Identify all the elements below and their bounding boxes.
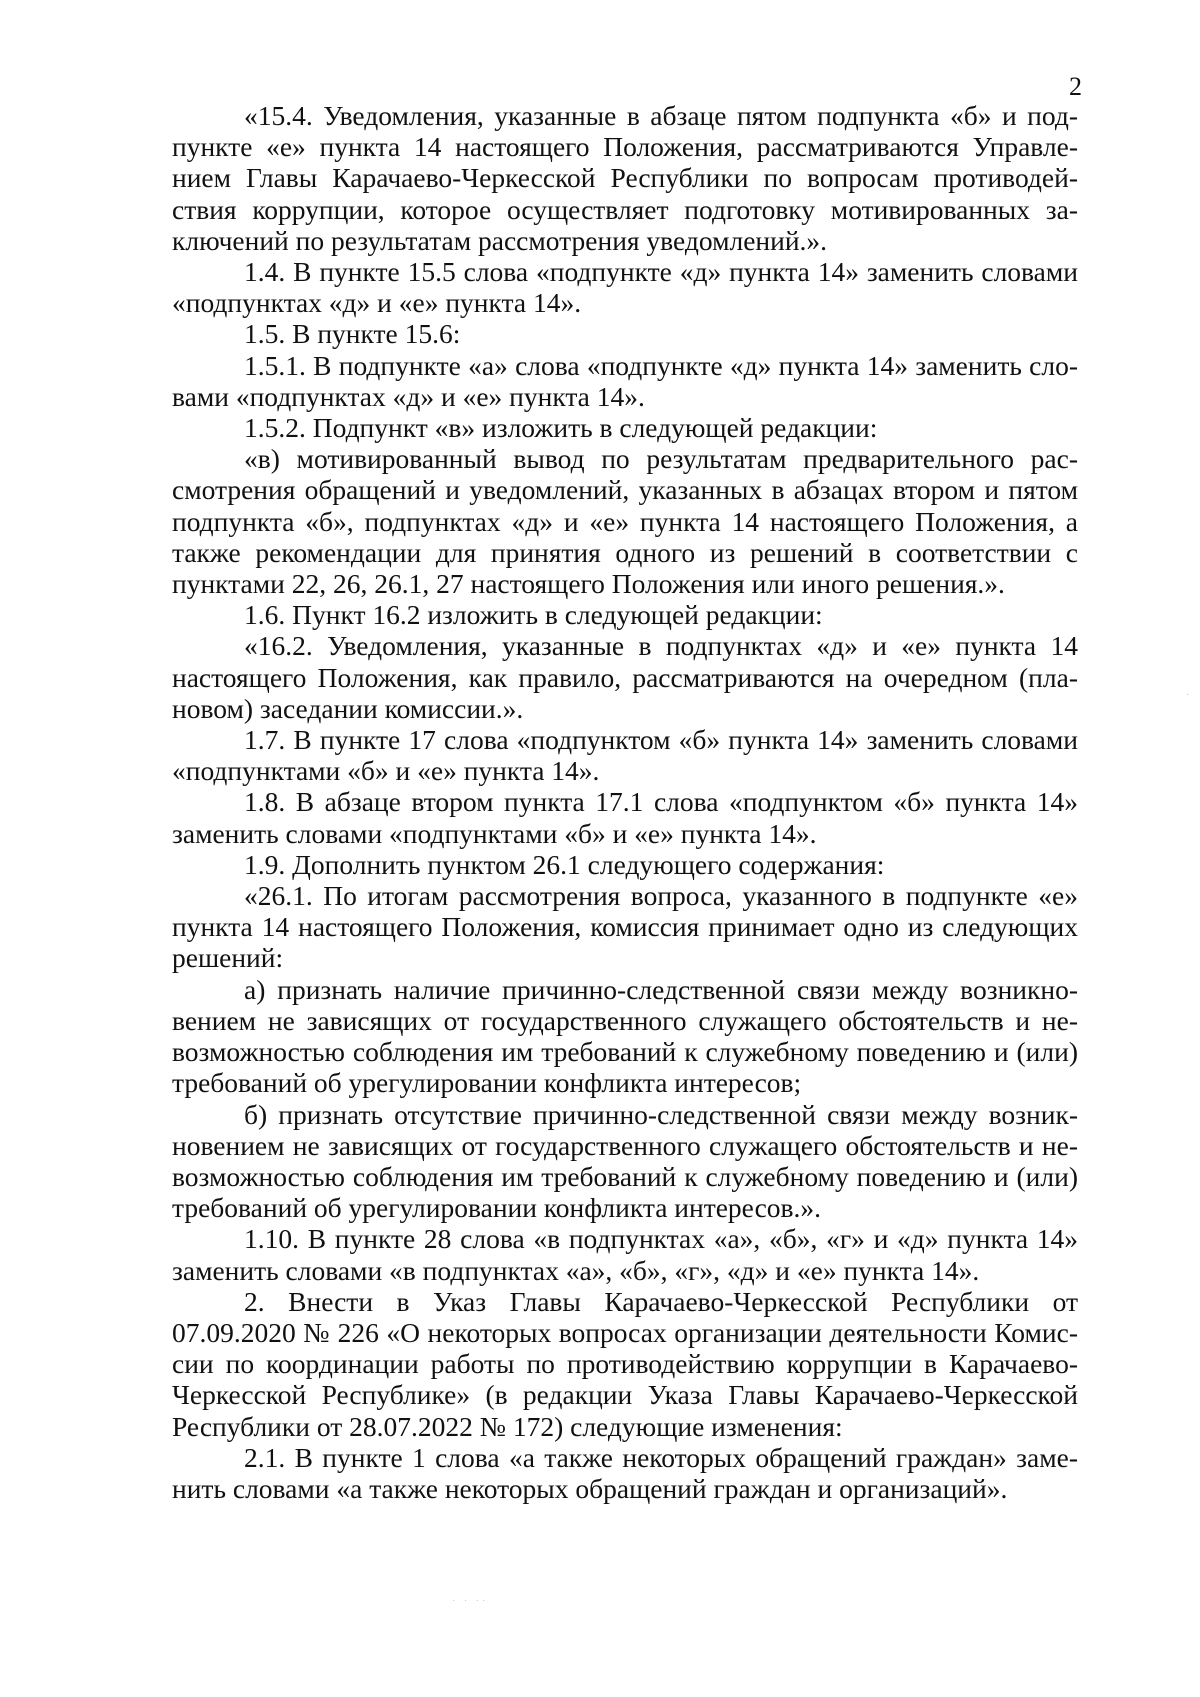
paragraph-1-9: 1.9. Дополнить пунктом 26.1 следующего содержания: (244, 848, 885, 880)
page-number: 2 (1069, 72, 1082, 101)
paragraph-subpoint-v: «в) мотивированный вывод по результатам предварительного рассмотрения обращений и уведомлений, указанных в абзацах втором и пятом подпункта «б», подпунктах «д» и «е» пункта 14 настоящего Положения, а также рекомендации для принятия одного из решений в соответствии с пунктами 22, 26, 26.1, 27 настоящего Положения или иного решения.». (172, 443, 1078, 600)
paragraph-15-4: «15.4. Уведомления, указанные в абзаце пятом подпункта «б» и подпункте «е» пункта 14 настоящего Положения, рассматриваются Управлением Главы Карачаево-Черкесской Республики по вопросам противодействия коррупции, которое осуществляет подготовку мотивированных заключений по результатам рассмотрения уведомлений.». (172, 100, 1078, 256)
paragraph-26-1-b: б) признать отсутствие причинно-следственной связи между возникновением не зависящих от государственного служащего обстоятельств и невозможностью соблюдения им требований к служебному поведению и (или) требований об урегулировании конфликта интересов.». (172, 1098, 1078, 1224)
paragraph-1-5: 1.5. В пункте 15.6: (244, 318, 461, 350)
paragraph-1-5-1: 1.5.1. В подпункте «а» слова «подпункте «д» пункта 14» заменить словами «подпунктах «д» и «е» пункта 14». (172, 349, 1078, 412)
paragraph-2-1: 2.1. В пункте 1 слова «а также некоторых обращений граждан» заменить словами «а также некоторых обращений граждан и организаций». (172, 1441, 1078, 1504)
paragraph-2: 2. Внести в Указ Главы Карачаево-Черкесской Республики от 07.09.2020 № 226 «О некоторых вопросах организации деятельности Комиссии по координации работы по противодействию коррупции в Карачаево-Черкесской Республике» (в редакции Указа Главы Карачаево-Черкесской Республики от 28.07.2022 № 172) следующие изменения: (172, 1285, 1078, 1442)
document-body (172, 100, 1078, 1504)
paragraph-26-1-a: а) признать наличие причинно-следственной связи между возникновением не зависящих от государственного служащего обстоятельств и невозможностью соблюдения им требований к служебному поведению и (или) требований об урегулировании конфликта интересов; (172, 973, 1078, 1099)
paragraph-1-6: 1.6. Пункт 16.2 изложить в следующей редакции: (244, 599, 823, 631)
paragraph-1-7: 1.7. В пункте 17 слова «подпунктом «б» пункта 14» заменить словами «подпунктами «б» и «е» пункта 14». (172, 724, 1078, 787)
scan-speck: · (1186, 690, 1193, 701)
paragraph-1-10: 1.10. В пункте 28 слова «в подпунктах «а», «б», «г» и «д» пункта 14» заменить словами «в подпунктах «а», «б», «г», «д» и «е» пункта 14». (172, 1223, 1078, 1286)
paragraph-26-1: «26.1. По итогам рассмотрения вопроса, указанного в подпункте «е» пункта 14 настоящего Положения, комиссия принимает одно из следующих решений: (172, 880, 1078, 974)
paragraph-1-8: 1.8. В абзаце втором пункта 17.1 слова «подпунктом «б» пункта 14» заменить словами «подпунктами «б» и «е» пункта 14». (172, 786, 1078, 849)
paragraph-1-4: 1.4. В пункте 15.5 слова «подпункте «д» пункта 14» заменить словами «подпунктах «д» и «е» пункта 14». (172, 256, 1078, 319)
paragraph-1-5-2: 1.5.2. Подпункт «в» изложить в следующей редакции: (244, 412, 878, 444)
paragraph-16-2: «16.2. Уведомления, указанные в подпунктах «д» и «е» пункта 14 настоящего Положения, как правило, рассматриваются на очередном (плановом) заседании комиссии.». (172, 630, 1078, 724)
scan-specks: · · ·· (452, 1596, 489, 1607)
